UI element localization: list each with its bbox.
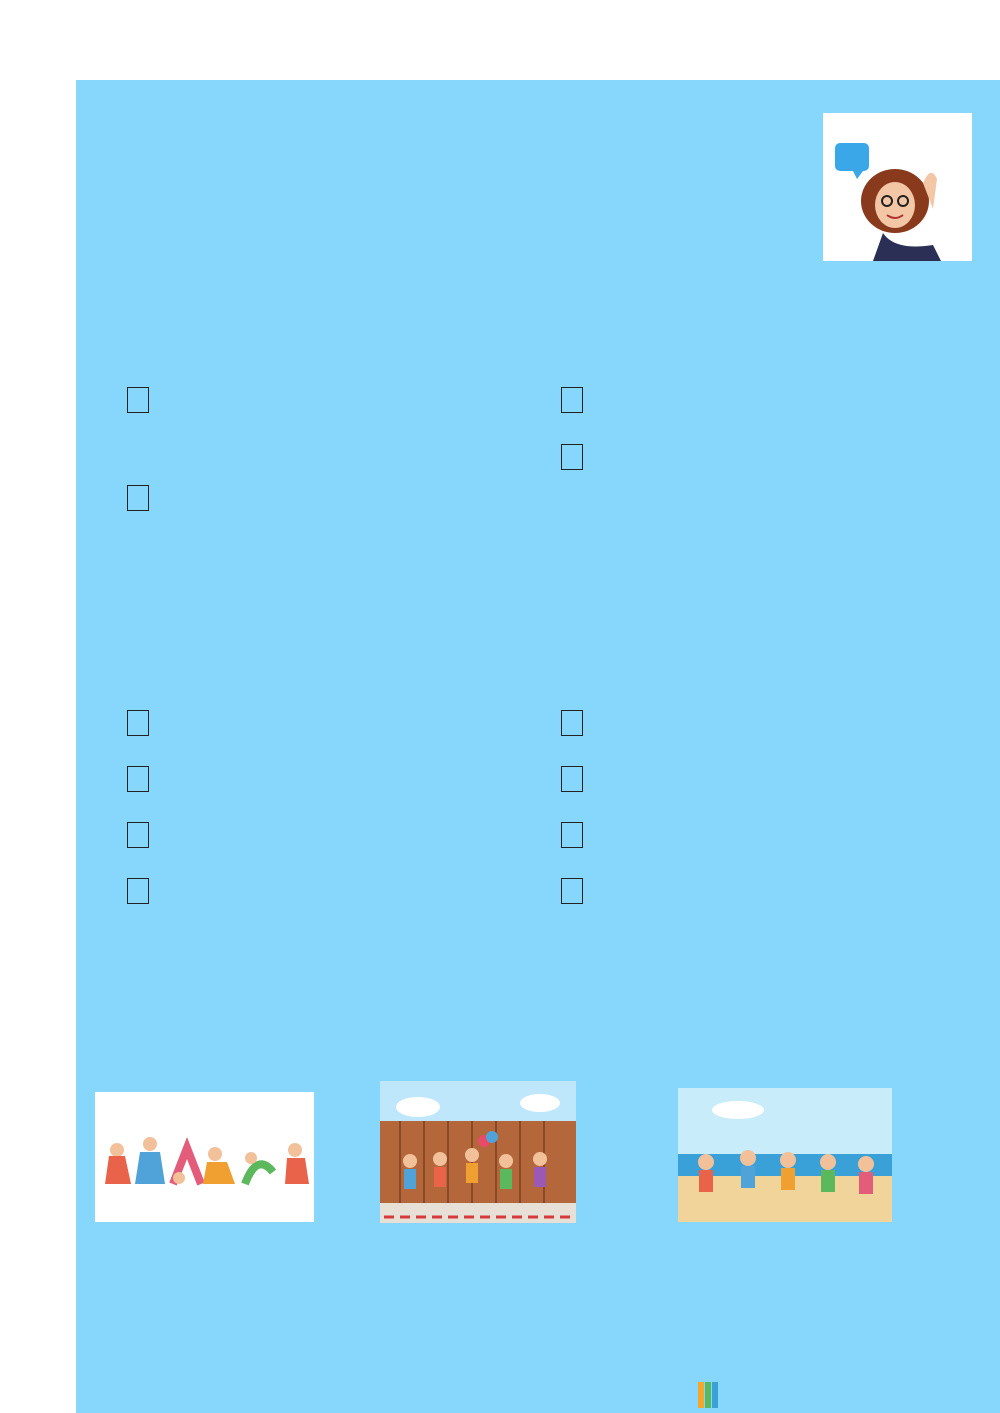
kids-walking-by-fence-picture[interactable] <box>380 1081 576 1223</box>
q1-option-strega-comanda-colori[interactable] <box>561 438 587 470</box>
q1-option-sacco-pieno[interactable] <box>127 479 153 511</box>
q2-option-correre[interactable] <box>127 816 153 848</box>
teacher-avatar-card <box>823 113 972 261</box>
kids-running-on-beach-picture[interactable] <box>678 1088 892 1222</box>
q1-option-guardia-e-ladri[interactable] <box>561 381 587 413</box>
checkbox[interactable] <box>127 822 149 848</box>
avatar <box>823 113 972 261</box>
liveworksheets-icon <box>698 1382 718 1408</box>
q2-option-giallo[interactable] <box>561 872 587 904</box>
checkbox[interactable] <box>127 710 149 736</box>
q2-option-verde[interactable] <box>127 760 153 792</box>
checkbox[interactable] <box>561 387 583 413</box>
q2-option-seduti[interactable] <box>127 704 153 736</box>
checkbox[interactable] <box>561 766 583 792</box>
checkbox[interactable] <box>561 822 583 848</box>
checkbox[interactable] <box>561 878 583 904</box>
checkbox[interactable] <box>127 878 149 904</box>
q2-option-rosso-2[interactable] <box>127 872 153 904</box>
checkbox[interactable] <box>127 485 149 511</box>
decorative-left-border <box>40 40 76 1413</box>
liveworksheets-logo <box>698 1378 720 1411</box>
q2-option-attenti[interactable] <box>561 816 587 848</box>
checkbox[interactable] <box>127 766 149 792</box>
yoga-kids-picture[interactable] <box>95 1092 314 1222</box>
checkbox[interactable] <box>127 387 149 413</box>
decorative-top-border <box>40 40 1000 80</box>
checkbox[interactable] <box>561 444 583 470</box>
checkbox[interactable] <box>561 710 583 736</box>
q2-option-stop[interactable] <box>561 704 587 736</box>
q1-option-semaforo[interactable] <box>127 381 153 413</box>
q2-option-rosso[interactable] <box>561 760 587 792</box>
